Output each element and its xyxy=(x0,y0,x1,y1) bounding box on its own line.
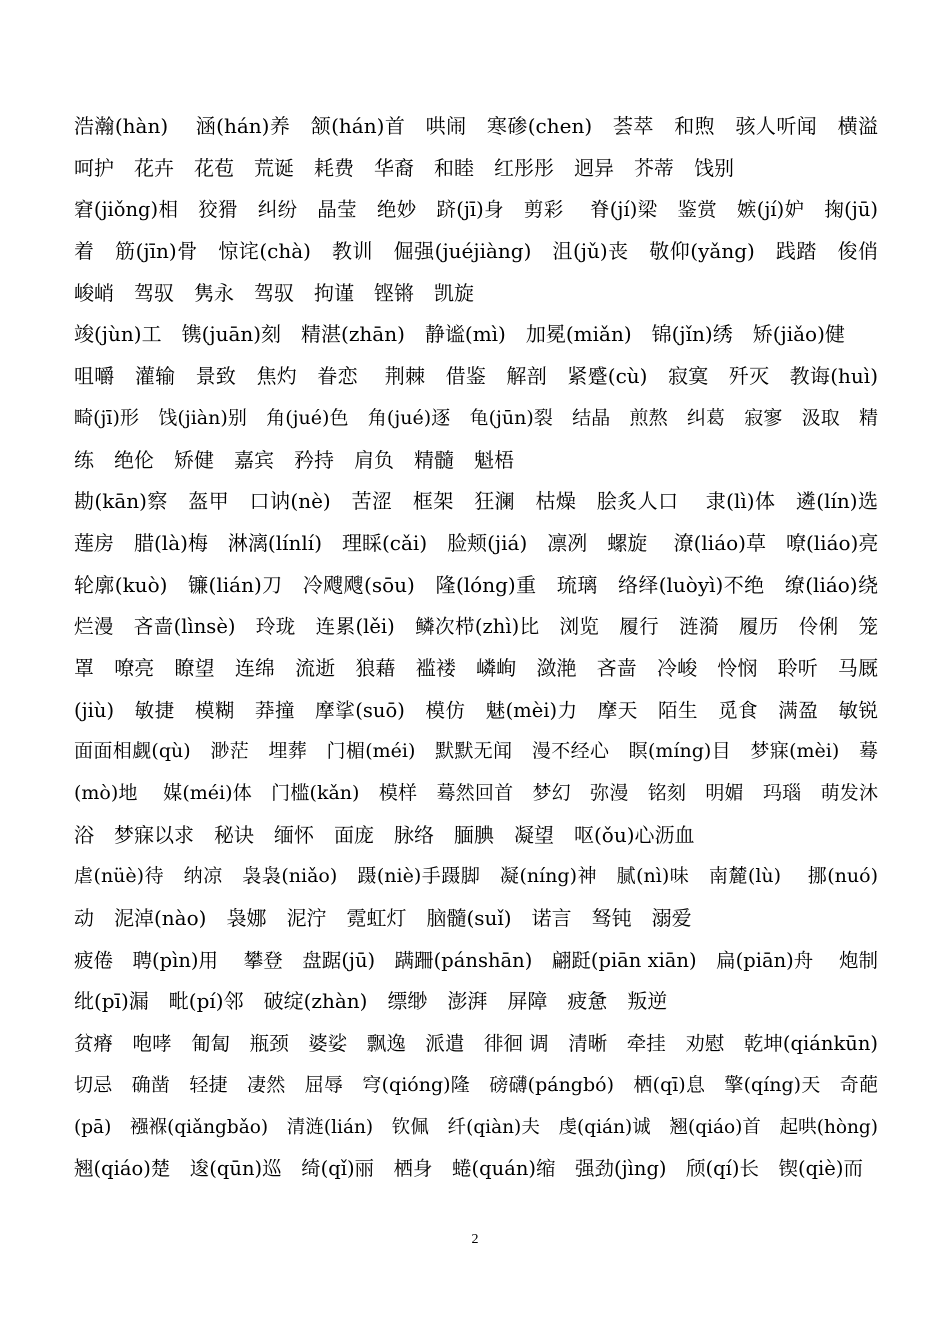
vocabulary-paragraph xyxy=(74,481,878,856)
vocabulary-line: 虐(nüè)待 纳凉 袅袅(niǎo) 蹑(niè)手蹑脚 凝(níng)神 腻(nì)味 南麓(lù) 挪(nuó) xyxy=(74,865,878,888)
vocabulary-line: 窘(jiǒng)相 狡猾 纠纷 晶莹 绝妙 跻(jī)身 剪彩 脊(jí)梁 鉴赏 嫉(jí)妒 掬(jū) xyxy=(74,198,878,222)
vocabulary-line: (jiù) 敏捷 模糊 莽撞 摩挲(suō) 模仿 魅(mèi)力 摩天 陌生 觅食 满盈 敏锐 xyxy=(74,698,878,722)
vocabulary-line: 练 绝伦 矫健 嘉宾 矜持 肩负 精髓 魁梧 xyxy=(74,447,514,472)
vocabulary-line: 峻峭 驾驭 隽永 驾驭 拘谨 铿锵 凯旋 xyxy=(74,280,474,305)
vocabulary-paragraph xyxy=(74,106,878,189)
vocabulary-paragraph xyxy=(74,856,878,939)
vocabulary-line: 竣(jùn)工 镌(juān)刻 精湛(zhān) 静谧(mì) 加冕(miǎn) 锦(jǐn)绣 矫(jiǎo)健 xyxy=(74,322,845,347)
vocabulary-line: 动 泥淖(nào) 袅娜 泥泞 霓虹灯 脑髓(suǐ) 诺言 驽钝 溺爱 xyxy=(74,906,692,931)
vocabulary-line: 烂漫 吝啬(lìnsè) 玲珑 连累(lěi) 鳞次栉(zhì)比 浏览 履行 涟漪 履历 伶俐 笼 xyxy=(74,615,878,639)
vocabulary-paragraph xyxy=(74,314,878,356)
vocabulary-line: 莲房 腊(là)梅 淋漓(línlí) 理睬(cǎi) 脸颊(jiá) 凛冽 螺旋 潦(liáo)草 嘹(liáo)亮 xyxy=(74,530,878,555)
vocabulary-line: 呵护 花卉 花苞 荒诞 耗费 华裔 和睦 红彤彤 迥异 芥蒂 饯别 xyxy=(74,155,734,180)
vocabulary-line: 面面相觑(qù) 渺茫 埋葬 门楣(méi) 默默无闻 漫不经心 瞑(míng)目 梦寐(mèi) 蓦 xyxy=(74,740,878,763)
vocabulary-line: 罩 嘹亮 瞭望 连绵 流逝 狼藉 褴褛 嶙峋 潋滟 吝啬 冷峻 怜悯 聆听 马厩 xyxy=(74,655,878,680)
vocabulary-paragraph xyxy=(74,189,878,314)
vocabulary-line: 疲倦 聘(pìn)用 攀登 盘踞(jū) 蹒跚(pánshān) 翩跹(piān xiān) 扁(piān)舟 炮制 xyxy=(74,948,878,972)
vocabulary-line: 浴 梦寐以求 秘诀 缅怀 面庞 脉络 腼腆 凝望 呕(ǒu)心沥血 xyxy=(74,822,695,847)
vocabulary-line: 切忌 确凿 轻捷 凄然 屈辱 穹(qióng)隆 磅礴(pángbó) 栖(qī)息 擎(qíng)天 奇葩 xyxy=(74,1073,878,1096)
vocabulary-line: (pā) 襁褓(qiǎngbǎo) 清涟(lián) 钦佩 纤(qiàn)夫 虔(qián)诚 翘(qiáo)首 起哄(hòng) xyxy=(74,1116,878,1138)
vocabulary-line: 畸(jī)形 饯(jiàn)别 角(jué)色 角(jué)逐 龟(jūn)裂 结晶 煎熬 纠葛 寂寥 汲取 精 xyxy=(74,406,878,429)
vocabulary-line: 浩瀚(hàn) 涵(hán)养 颔(hán)首 哄闹 寒碜(chen) 荟萃 和煦 骇人听闻 横溢 xyxy=(74,114,878,138)
vocabulary-line: 勘(kān)察 盔甲 口讷(nè) 苦涩 框架 狂澜 枯燥 脍炙人口 隶(lì)体 遴(lín)选 xyxy=(74,489,878,514)
vocabulary-line: (mò)地 媒(méi)体 门槛(kǎn) 模样 蓦然回首 梦幻 弥漫 铭刻 明媚 玛瑙 萌发沐 xyxy=(74,782,878,804)
vocabulary-line: 贫瘠 咆哮 匍匐 瓶颈 婆娑 飘逸 派遣 徘徊 调 清晰 牵挂 劝慰 乾坤(qiánkūn) xyxy=(74,1032,878,1056)
vocabulary-line: 纰(pī)漏 毗(pí)邻 破绽(zhàn) 缥缈 澎湃 屏障 疲惫 叛逆 xyxy=(74,989,668,1014)
vocabulary-line: 轮廓(kuò) 镰(lián)刀 冷飕飕(sōu) 隆(lóng)重 琉璃 络绎(luòyì)不绝 缭(liáo)绕 xyxy=(74,572,878,597)
vocabulary-line: 着 筋(jīn)骨 惊诧(chà) 教训 倔强(juéjiàng) 沮(jǔ)丧 敬仰(yǎng) 践踏 俊俏 xyxy=(74,239,878,264)
vocabulary-list xyxy=(74,106,878,1190)
page-number: 2 xyxy=(471,1232,479,1247)
vocabulary-line: 咀嚼 灌输 景致 焦灼 眷恋 荆棘 借鉴 解剖 紧蹙(cù) 寂寞 歼灭 教诲(huì) xyxy=(74,364,878,389)
vocabulary-paragraph xyxy=(74,356,878,481)
vocabulary-line: 翘(qiáo)楚 逡(qūn)巡 绮(qǐ)丽 栖身 蜷(quán)缩 强劲(jìng) 颀(qí)长 锲(qiè)而 xyxy=(74,1157,863,1181)
vocabulary-paragraph xyxy=(74,1023,878,1190)
vocabulary-paragraph xyxy=(74,940,878,1023)
